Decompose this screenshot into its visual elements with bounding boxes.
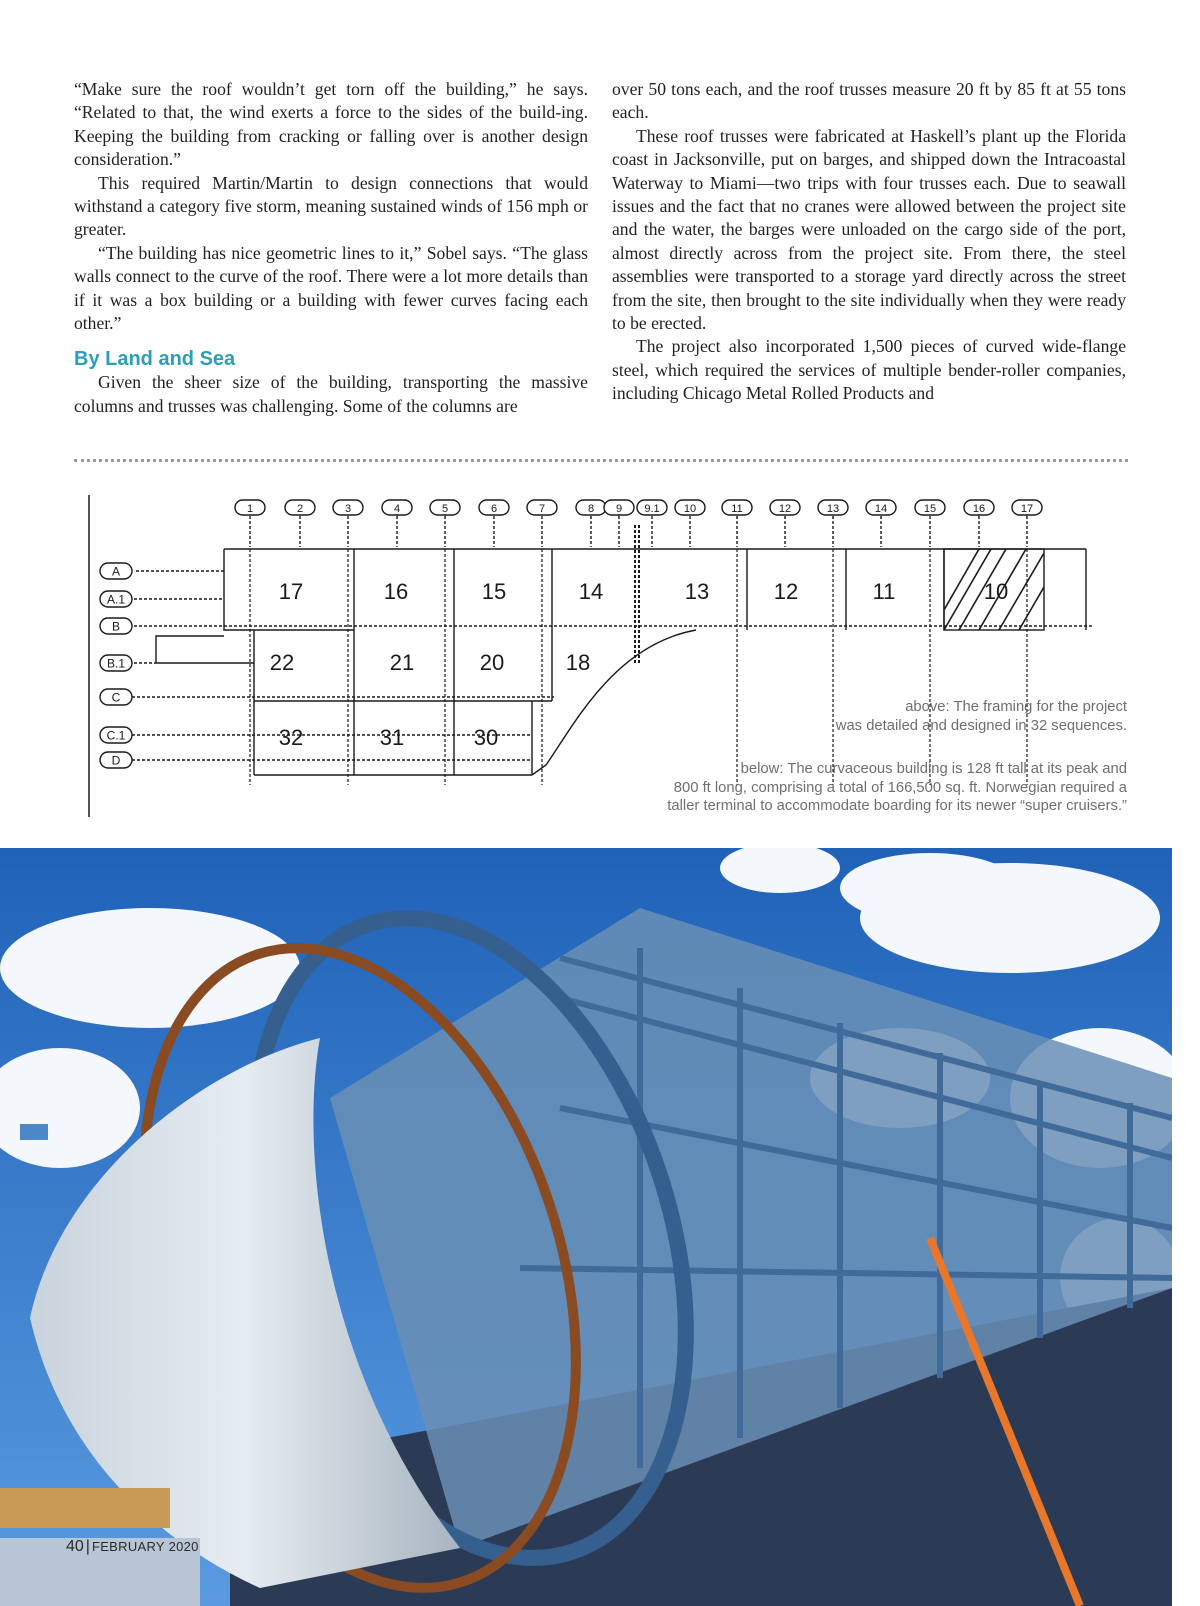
svg-text:12: 12 bbox=[778, 503, 792, 515]
row-grid-bubble bbox=[100, 591, 132, 607]
paragraph: Given the sheer size of the building, transporting the massive columns and trusses was challenging. Some of the columns are bbox=[74, 372, 588, 416]
svg-text:5: 5 bbox=[441, 503, 449, 515]
paragraph: “The building has nice geometric lines to it,” Sobel says. “The glass walls connect to the curve of the roof. There were a lot more details than if it was a box building or a building with fewer curves facing each other.” bbox=[74, 242, 588, 334]
paragraph: The project also incorporated 1,500 pieces of curved wide-flange steel, which required the services of multiple bender-roller companies, including Chicago Metal Rolled Products and bbox=[612, 336, 1126, 404]
paragraph: These roof trusses were fabricated at Haskell’s plant up the Florida coast in Jacksonville, put on barges, and shipped down the Intracoastal Waterway to Miami—two trips with four trusses each. Due to seawall issues and the fact that no cranes were allowed between the project site and the water, the barges were unloaded on the cargo side of the port, almost directly across from the project site. From there, the steel assemblies were transported to a storage yard directly across the street from the site, then brought to the site individually when they were ready to be erected. bbox=[612, 125, 1126, 334]
column-grid-bubble bbox=[285, 500, 315, 547]
caption-line: taller terminal to accommodate boarding for its newer “super cruisers.” bbox=[667, 798, 1127, 814]
svg-text:C.1: C.1 bbox=[106, 728, 126, 743]
section-subhead: By Land and Sea bbox=[74, 348, 236, 371]
sequence-number: 18 bbox=[565, 650, 591, 675]
column-grid-bubble bbox=[576, 500, 606, 547]
svg-text:2: 2 bbox=[296, 503, 304, 515]
svg-text:6: 6 bbox=[490, 503, 498, 515]
paragraph: This required Martin/Martin to design connections that would withstand a category five storm, meaning sustained winds of 156 mph or greater. bbox=[74, 172, 588, 240]
sequence-number: 20 bbox=[479, 650, 505, 675]
sequence-number: 11 bbox=[872, 579, 896, 604]
column-grid-bubble bbox=[430, 500, 460, 547]
row-grid-bubble bbox=[100, 752, 132, 768]
column-grid-bubble bbox=[382, 500, 412, 547]
row-grid-bubble bbox=[100, 727, 132, 743]
column-grid-bubble bbox=[964, 500, 994, 547]
column-grid-bubble bbox=[722, 500, 752, 547]
svg-text:1: 1 bbox=[246, 503, 254, 515]
svg-text:14: 14 bbox=[874, 503, 888, 515]
svg-text:17: 17 bbox=[1020, 503, 1034, 515]
svg-text:C: C bbox=[111, 690, 121, 705]
column-grid-bubble bbox=[235, 500, 265, 547]
row-grid-bubble bbox=[100, 563, 132, 579]
sequence-number: 30 bbox=[473, 725, 499, 750]
article-right-column bbox=[612, 78, 1126, 406]
sequence-number: 14 bbox=[578, 579, 604, 604]
column-grid-bubble bbox=[675, 500, 705, 547]
caption-line: above: The framing for the project bbox=[905, 699, 1127, 715]
terminal-construction-photo bbox=[0, 848, 1172, 1606]
svg-text:4: 4 bbox=[393, 503, 401, 515]
column-grid-bubble bbox=[479, 500, 509, 547]
page-number: 40 bbox=[66, 1538, 84, 1555]
folio-separator: | bbox=[85, 1538, 90, 1555]
sequence-number: 15 bbox=[481, 579, 507, 604]
column-grid-bubble bbox=[818, 500, 848, 547]
svg-text:3: 3 bbox=[344, 503, 352, 515]
sequence-number: 22 bbox=[269, 650, 295, 675]
svg-text:13: 13 bbox=[826, 503, 840, 515]
sequence-number: 32 bbox=[278, 725, 304, 750]
column-grid-bubble bbox=[527, 500, 557, 547]
row-grid-bubble bbox=[100, 618, 132, 634]
page-folio bbox=[66, 1538, 199, 1556]
sequence-number: 16 bbox=[383, 579, 409, 604]
column-grid-bubble bbox=[770, 500, 800, 547]
sequence-number: 21 bbox=[389, 650, 415, 675]
row-grid-bubble bbox=[100, 689, 132, 705]
sequence-number: 31 bbox=[379, 725, 405, 750]
svg-text:9: 9 bbox=[615, 503, 623, 515]
article-left-column bbox=[74, 78, 588, 418]
caption-below bbox=[527, 760, 1127, 816]
issue-date: FEBRUARY 2020 bbox=[91, 1539, 199, 1554]
section-divider bbox=[74, 459, 1128, 462]
row-grid-bubble bbox=[100, 655, 132, 671]
paragraph: “Make sure the roof wouldn’t get torn off the building,” he says. “Related to that, the wind exerts a force to the sides of the build-ing. Keeping the building from cracking or falling over is another design consideration.” bbox=[74, 79, 588, 170]
svg-text:B: B bbox=[111, 619, 121, 634]
svg-text:8: 8 bbox=[587, 503, 595, 515]
svg-text:7: 7 bbox=[538, 503, 546, 515]
column-grid-bubble bbox=[915, 500, 945, 547]
caption-line: below: The curvaceous building is 128 ft tall at its peak and bbox=[740, 761, 1127, 777]
column-grid-bubble bbox=[604, 500, 634, 547]
sequence-number: 12 bbox=[773, 579, 799, 604]
svg-text:11: 11 bbox=[731, 503, 743, 515]
svg-text:9.1: 9.1 bbox=[644, 503, 660, 515]
svg-text:A: A bbox=[111, 564, 121, 579]
sequence-number: 13 bbox=[684, 579, 710, 604]
caption-above bbox=[567, 698, 1127, 735]
svg-text:10: 10 bbox=[683, 503, 697, 515]
sequence-number: 17 bbox=[278, 579, 304, 604]
svg-text:B.1: B.1 bbox=[106, 656, 126, 671]
svg-text:15: 15 bbox=[923, 503, 937, 515]
column-grid-bubble bbox=[637, 500, 667, 547]
svg-text:A.1: A.1 bbox=[106, 592, 126, 607]
caption-line: was detailed and designed in 32 sequences. bbox=[835, 717, 1127, 734]
column-grid-bubble bbox=[1012, 500, 1042, 547]
sequence-number: 10 bbox=[983, 579, 1009, 604]
column-grid-bubble bbox=[866, 500, 896, 547]
column-grid-bubble bbox=[333, 500, 363, 547]
svg-text:D: D bbox=[111, 753, 121, 768]
paragraph: over 50 tons each, and the roof trusses measure 20 ft by 85 ft at 55 tons each. bbox=[612, 79, 1126, 123]
caption-line: 800 ft long, comprising a total of 166,500 sq. ft. Norwegian required a bbox=[673, 779, 1127, 796]
svg-text:16: 16 bbox=[972, 503, 986, 515]
